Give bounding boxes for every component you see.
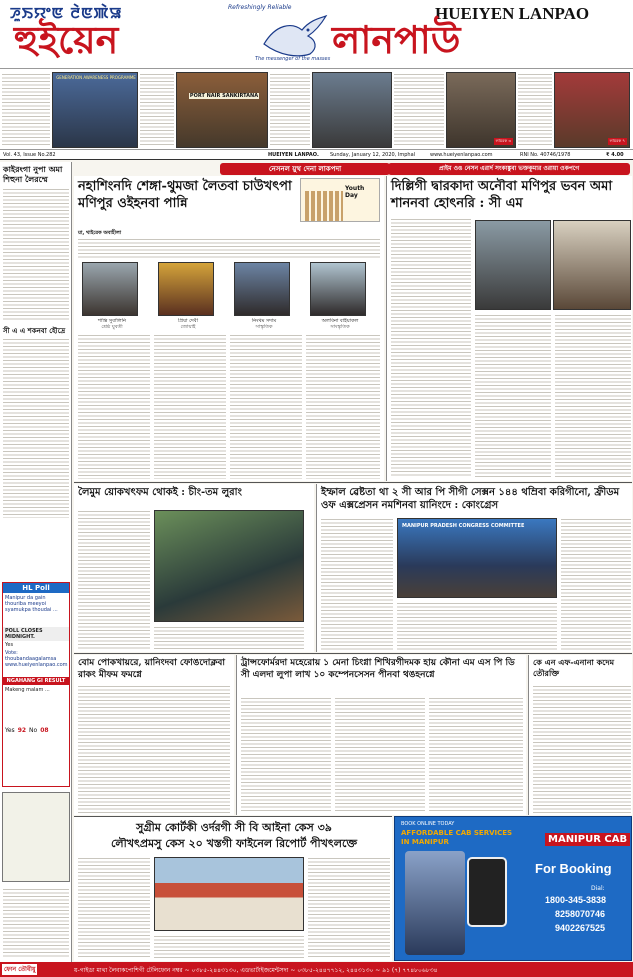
youth-day-label: Youth Day xyxy=(345,185,365,199)
lead-right-story xyxy=(386,176,632,481)
poll-result-row xyxy=(3,725,69,736)
ad-phone-graphic xyxy=(467,857,507,927)
left-article-1 xyxy=(3,188,69,322)
portrait-3-name: নিংথম সদাম xyxy=(251,318,277,324)
ad-dial-label: Dial: xyxy=(591,885,605,892)
poll-result-title: NGAHANG GI RESULT xyxy=(3,677,69,685)
strip-photo-1 xyxy=(52,72,138,148)
poll-result-question: Makeng malam ... xyxy=(5,687,50,693)
prime-tag: প্রাইম ওঙ নেসন এরার্দ সংকাঙ্কুবা ভক্তকুমার ওরায়া ওকপগে xyxy=(388,163,630,175)
poll-title: HL Poll xyxy=(3,583,69,593)
ad-phone-1[interactable]: 1800-345-3838 xyxy=(545,895,607,905)
portrait-4-name: অলবিনা বাইয়াকল xyxy=(321,318,359,324)
strip-photo-5-label: লায়রক ৭ xyxy=(609,138,625,143)
mid-right-col-2 xyxy=(397,602,557,650)
strip-photo-4 xyxy=(446,72,516,148)
ad-phone-3[interactable]: 9402267525 xyxy=(555,923,606,933)
loom-photo xyxy=(154,510,304,622)
poll-no-label: No xyxy=(29,727,38,734)
mid-divider xyxy=(74,482,632,483)
hl-poll-box xyxy=(2,582,70,787)
left-ad-box xyxy=(2,792,70,882)
title-bengali-right: লানপাউ xyxy=(332,18,461,62)
left-article-2 xyxy=(3,338,69,518)
strip-photo-2 xyxy=(176,72,268,148)
lead-right-photo-1 xyxy=(475,220,551,310)
strip-text-2 xyxy=(140,73,174,145)
lower-story xyxy=(74,816,392,961)
ad-phone-2[interactable]: 8258070746 xyxy=(555,909,606,919)
nesol-tag: নেসনল য়ুথ দেনা লাকপদা xyxy=(220,163,390,175)
mid-right-headline: ইম্ফাল ৱেষ্টতা থা ২ সী আর পি সীগী সেক্সন ১৪৪ থম্রিবা করিগীনো, ফ্রীডম ওফ এক্সপ্রেসন নমশিনবা য়ানিংদে : কোংগ্রেস xyxy=(321,487,620,511)
mid-left-col xyxy=(78,510,150,650)
left-column xyxy=(0,162,72,962)
mid-right-story xyxy=(316,484,632,652)
portrait-2-title: জোয়াই xyxy=(180,324,196,330)
volume-label: Vol. 43, Issue No.282 xyxy=(3,152,56,158)
bottom-left-story xyxy=(74,655,234,815)
cab-advertisement[interactable] xyxy=(394,816,632,961)
lower-headline-2: লৌখৎপ্রমসু কেস ২০ খস্তগী ফাইনেল রিপোর্ট পীখৎলক্তে xyxy=(110,837,358,850)
press-conference-photo xyxy=(397,518,557,598)
lower-headline-1: সুগ্রীম কোর্টকী ওর্দরগী সী বি আইনা কেস ৩৯ xyxy=(136,821,332,834)
bottom-center-headline: ট্রান্সফোর্মরদা মহেরোয় ১ মেনা চিংগ্না শিখিরগীদমক হায় কৌনা এম এস পি ডি সী এলদা লুপা লাখ ১০ কম্পেনসেসন পীনবা থঙহনগ্নে xyxy=(241,658,515,680)
portrait-3-title: সাস্কৃতিক xyxy=(255,324,273,330)
mid-left-col-2 xyxy=(154,626,304,650)
lead-left-headline: নহাশিংনদি শেঙ্গা-থুমজা লৈতবা চাউখৎপা মণিপুর ওইহনবা পান্নি xyxy=(78,179,292,211)
lower-col-2 xyxy=(154,935,304,959)
title-bengali-left: হুইয়েন xyxy=(14,18,119,62)
portrait-4-title: সাংস্কৃতিক xyxy=(330,324,350,330)
hands-graphic xyxy=(305,191,343,221)
bottom-divider xyxy=(74,653,632,654)
lower-col-3 xyxy=(308,857,390,959)
top-news-strip xyxy=(0,68,633,150)
lead-left-col-4 xyxy=(306,334,380,479)
dove-logo xyxy=(258,14,328,60)
mid-left-story xyxy=(74,484,314,652)
poll-no-value: 08 xyxy=(40,727,49,734)
lead-right-col-3 xyxy=(555,314,631,478)
bottom-left-headline: বোম পোকখায়রে, য়ানিংদবা ফোঙদোক্লবা রাকং মীফম ফমগ্নে xyxy=(78,658,225,680)
bottom-center-col-2 xyxy=(335,697,425,813)
footer-label: ফোন তৌবীয়ু xyxy=(4,966,36,973)
left-headline-1: কাইরংগা নুপা অমা শিহুনা লৈরম্মে xyxy=(3,164,63,184)
bottom-right-headline: কে এন এফ-এনানা কদেম তৌরক্তি xyxy=(533,657,615,678)
lead-right-col-1 xyxy=(391,218,471,478)
issue-line xyxy=(0,150,633,160)
lead-right-headline: দিল্লিগী দ্বারকাদা অনৌবা মণিপুর ভবন অমা শাননবা হোৎনরি : সী এম xyxy=(391,179,613,211)
mid-left-headline: লৈমুম য়োকখৎফম থোকই : চীং-তম লুরাং xyxy=(78,487,242,498)
slogan: The messenger of the masses xyxy=(255,56,331,62)
strip-photo-4-label: লায়রক ৩ xyxy=(495,138,511,143)
left-article-3 xyxy=(3,888,69,958)
lead-left-col-3 xyxy=(230,334,302,479)
footer-text: য়-গাইডা মাথা লৈবাকপোশিগী টেলিফোন নম্বর ~ ০৩৮৫-২৪৪৩১৩০, এডভার্টাইজমেন্টসদা ~ ০৩৮৫-২৪৪৭৭১২, ২৪৪৩১৩০ ~ ৯১ (৭) ৭৭৪৮০৬৮৩৪ xyxy=(74,967,438,974)
bottom-right-story xyxy=(528,655,632,815)
lower-col-1 xyxy=(78,857,150,959)
strip-photo-2-caption: PORT NAIR SANKIRTANA xyxy=(189,93,259,99)
bottom-center-col-1 xyxy=(241,697,331,813)
ad-brand: MANIPUR CAB xyxy=(545,833,630,846)
portrait-1-title: শ্রেষ্ঠ যুবতী xyxy=(101,324,123,330)
portrait-1 xyxy=(82,262,138,316)
ad-tagline: AFFORDABLE CAB SERVICES IN MANIPUR xyxy=(401,829,513,846)
bottom-center-story xyxy=(236,655,526,815)
tagline: Refreshingly Reliable xyxy=(228,4,292,11)
ad-person-photo xyxy=(405,851,465,955)
youth-day-graphic xyxy=(300,178,380,222)
date-label: Sunday, January 12, 2020, Imphal xyxy=(330,152,416,158)
strip-photo-5 xyxy=(554,72,630,148)
strip-text-3 xyxy=(270,73,310,145)
price-label: ₹ 4.00 xyxy=(606,152,624,158)
bottom-right-col xyxy=(533,685,631,813)
lead-left-col-1 xyxy=(78,334,150,479)
portrait-2 xyxy=(158,262,214,316)
bottom-left-col xyxy=(78,685,230,813)
title-meetei: ꯍꯨꯏꯌꯦꯟ ꯂꯥꯟꯄꯥꯎ xyxy=(10,4,123,22)
strip-text-5 xyxy=(518,73,552,145)
lead-left-story xyxy=(74,176,384,481)
mid-right-col-3 xyxy=(561,518,631,650)
masthead-small: HUEIYEN LANPAO. xyxy=(268,152,319,158)
lead-left-byline: য়া, থাইরেক অবাহীলা xyxy=(78,230,122,236)
poll-yes-value: 92 xyxy=(17,727,27,734)
strip-text-4 xyxy=(394,73,444,145)
portrait-4 xyxy=(310,262,366,316)
poll-yes-label: Yes xyxy=(5,727,15,734)
bottom-center-col-3 xyxy=(429,697,523,813)
lead-left-intro xyxy=(78,238,380,258)
lead-right-photo-2 xyxy=(553,220,631,310)
web-label: www.hueiyenlanpao.com xyxy=(430,152,493,158)
strip-text-1 xyxy=(2,73,50,145)
portrait-1-name: শান্তি সুবালিনি xyxy=(98,318,126,324)
mid-right-col-1 xyxy=(321,518,393,650)
poll-vote-text[interactable]: Vote: thoubandaagalamsa www.hueiyenlanpao.com xyxy=(5,650,68,668)
masthead xyxy=(0,0,633,68)
lead-right-col-2 xyxy=(475,314,551,478)
footer-bar xyxy=(0,962,633,977)
strip-photo-1-caption: GENERATION AWARENESS PROGRAMME xyxy=(56,75,136,80)
poll-closes: POLL CLOSES MIDNIGHT. xyxy=(3,627,69,641)
poll-question: Manipur da gain thouriba meeyoi syamukpa thoudai ... xyxy=(5,595,58,613)
portrait-2-name: প্রিয়া দেবী xyxy=(177,318,199,324)
cbi-building-photo xyxy=(154,857,304,931)
title-english: HUEIYEN LANPAO xyxy=(435,4,590,23)
strip-photo-3 xyxy=(312,72,392,148)
rni-label: RNI No. 40746/1978 xyxy=(520,152,571,158)
banner-text: MANIPUR PRADESH CONGRESS COMMITTEE xyxy=(402,523,525,529)
poll-yes-option[interactable]: Yes xyxy=(5,642,14,648)
left-headline-2: সী এ এ শকনবা হৌদ্রে xyxy=(3,326,66,335)
portrait-3 xyxy=(234,262,290,316)
ad-app-label: BOOK ONLINE TODAY xyxy=(401,821,455,827)
lead-left-col-2 xyxy=(154,334,226,479)
ad-cta: For Booking xyxy=(535,861,612,876)
